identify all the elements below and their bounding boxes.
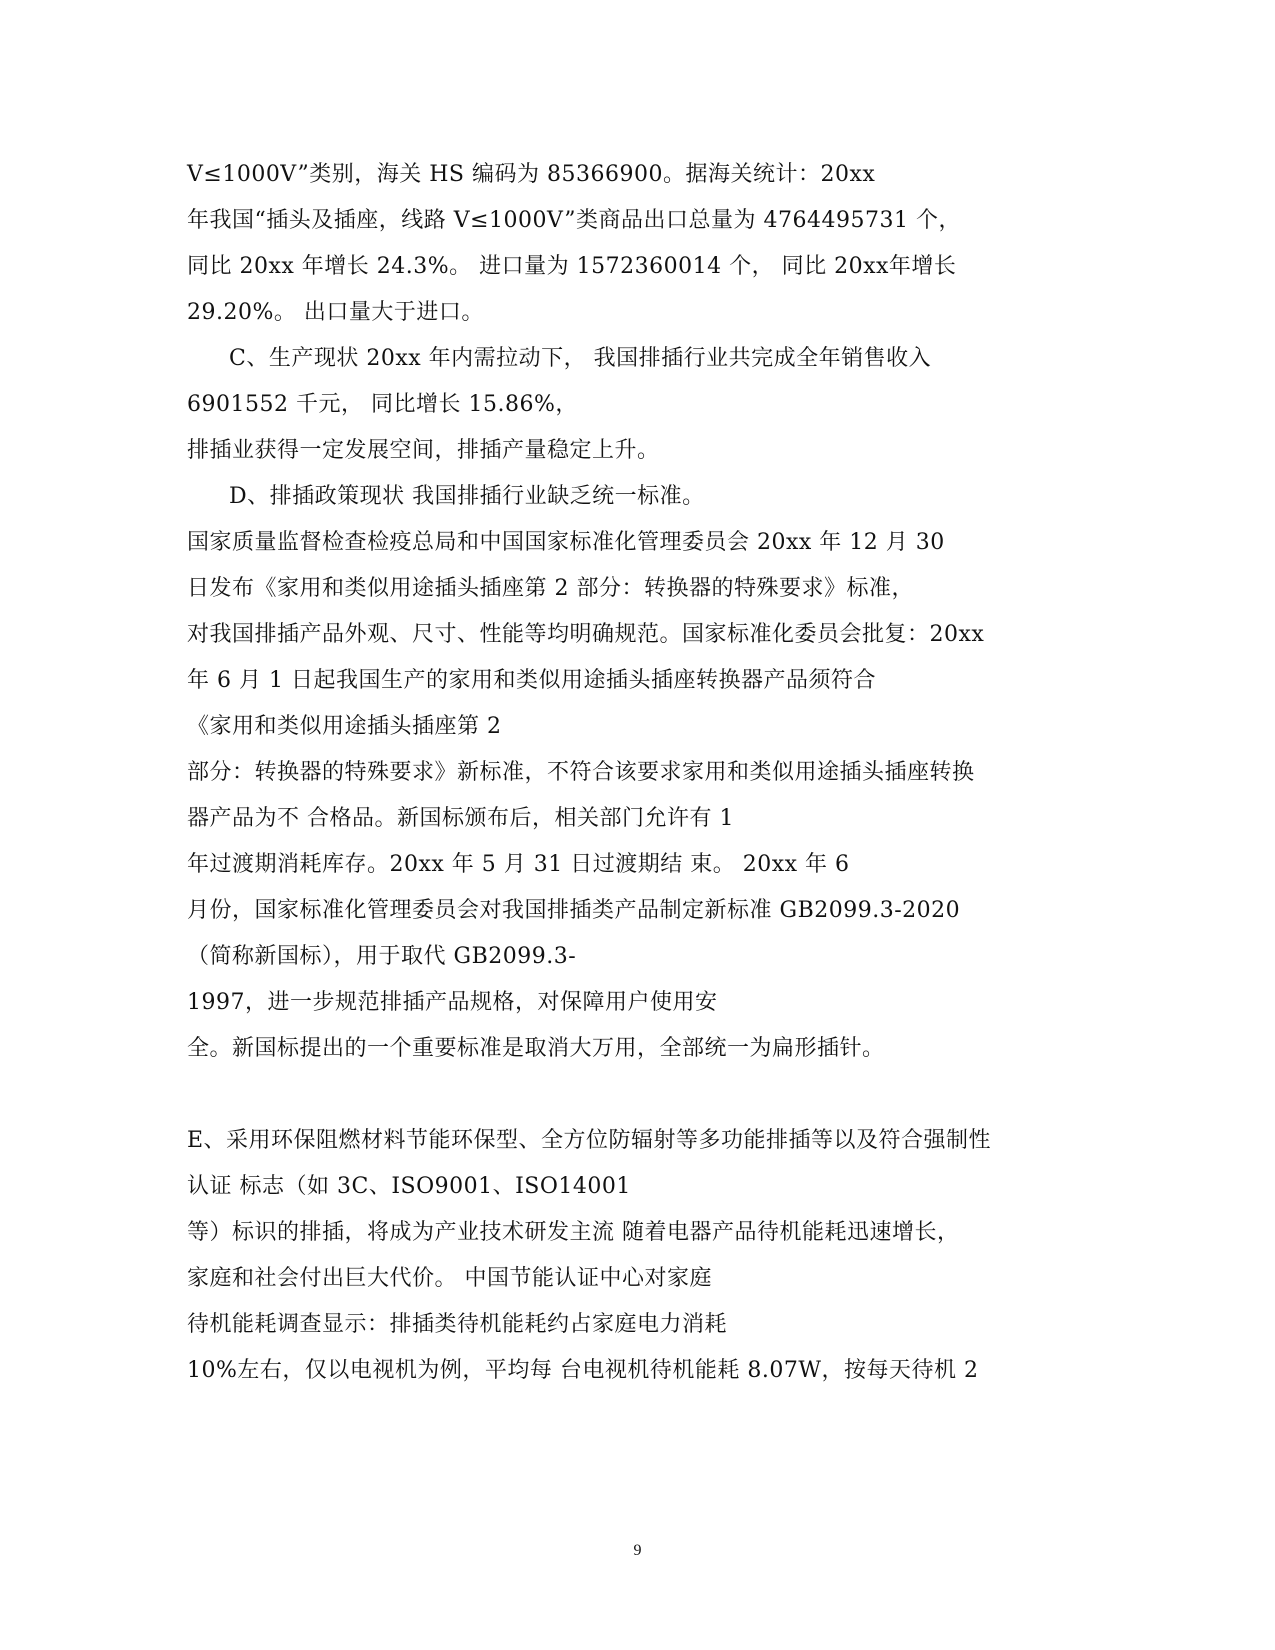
text-line: 国家质量监督检查检疫总局和中国国家标准化管理委员会 20xx 年 12 月 30 xyxy=(187,530,945,555)
text-line: 《家用和类似用途插头插座第 2 xyxy=(187,714,502,739)
text-line: V≤1000V”类别，海关 HS 编码为 85366900。据海关统计：20xx xyxy=(187,162,876,187)
text-line: 月份，国家标准化管理委员会对我国排插类产品制定新标准 GB2099.3-2020 xyxy=(187,898,961,923)
text-line: 同比 20xx 年增长 24.3%。 进口量为 1572360014 个， 同比 20xx年增长 xyxy=(187,254,957,279)
section-c-heading: C、生产现状 20xx 年内需拉动下， 我国排插行业共完成全年销售收入 xyxy=(229,346,932,371)
text-line: 等）标识的排插，将成为产业技术研发主流 随着电器产品待机能耗迅速增长， xyxy=(187,1220,960,1245)
text-line: 年过渡期消耗库存。20xx 年 5 月 31 日过渡期结 束。 20xx 年 6 xyxy=(187,852,850,877)
text-line: 日发布《家用和类似用途插头插座第 2 部分：转换器的特殊要求》标准， xyxy=(187,576,914,601)
text-line: 家庭和社会付出巨大代价。 中国节能认证中心对家庭 xyxy=(187,1266,712,1291)
text-line: 认证 标志（如 3C、ISO9001、ISO14001 xyxy=(187,1174,631,1199)
text-line: 29.20%。 出口量大于进口。 xyxy=(187,300,484,325)
text-line: 年我国“插头及插座，线路 V≤1000V”类商品出口总量为 4764495731 个， xyxy=(187,208,961,233)
text-line: 年 6 月 1 日起我国生产的家用和类似用途插头插座转换器产品须符合 xyxy=(187,668,876,693)
text-line: 全。新国标提出的一个重要标准是取消大万用，全部统一为扁形插针。 xyxy=(187,1036,885,1061)
section-e-heading: E、采用环保阻燃材料节能环保型、全方位防辐射等多功能排插等以及符合强制性 xyxy=(187,1128,992,1153)
section-d-heading: D、排插政策现状 我国排插行业缺乏统一标准。 xyxy=(229,484,705,509)
text-line: 部分：转换器的特殊要求》新标准，不符合该要求家用和类似用途插头插座转换 xyxy=(187,760,975,785)
text-line: 1997，进一步规范排插产品规格，对保障用户使用安 xyxy=(187,990,718,1015)
text-line: 6901552 千元， 同比增长 15.86%， xyxy=(187,392,578,417)
text-line: 排插业获得一定发展空间，排插产量稳定上升。 xyxy=(187,438,660,463)
text-line: 器产品为不 合格品。新国标颁布后，相关部门允许有 1 xyxy=(187,806,734,831)
text-line: 10%左右，仅以电视机为例，平均每 台电视机待机能耗 8.07W，按每天待机 2 xyxy=(187,1358,979,1383)
text-line: （简称新国标），用于取代 GB2099.3- xyxy=(187,944,577,969)
text-line: 待机能耗调查显示：排插类待机能耗约占家庭电力消耗 xyxy=(187,1312,728,1337)
text-line: 对我国排插产品外观、尺寸、性能等均明确规范。国家标准化委员会批复：20xx xyxy=(187,622,985,647)
page-number: 9 xyxy=(633,1542,642,1559)
